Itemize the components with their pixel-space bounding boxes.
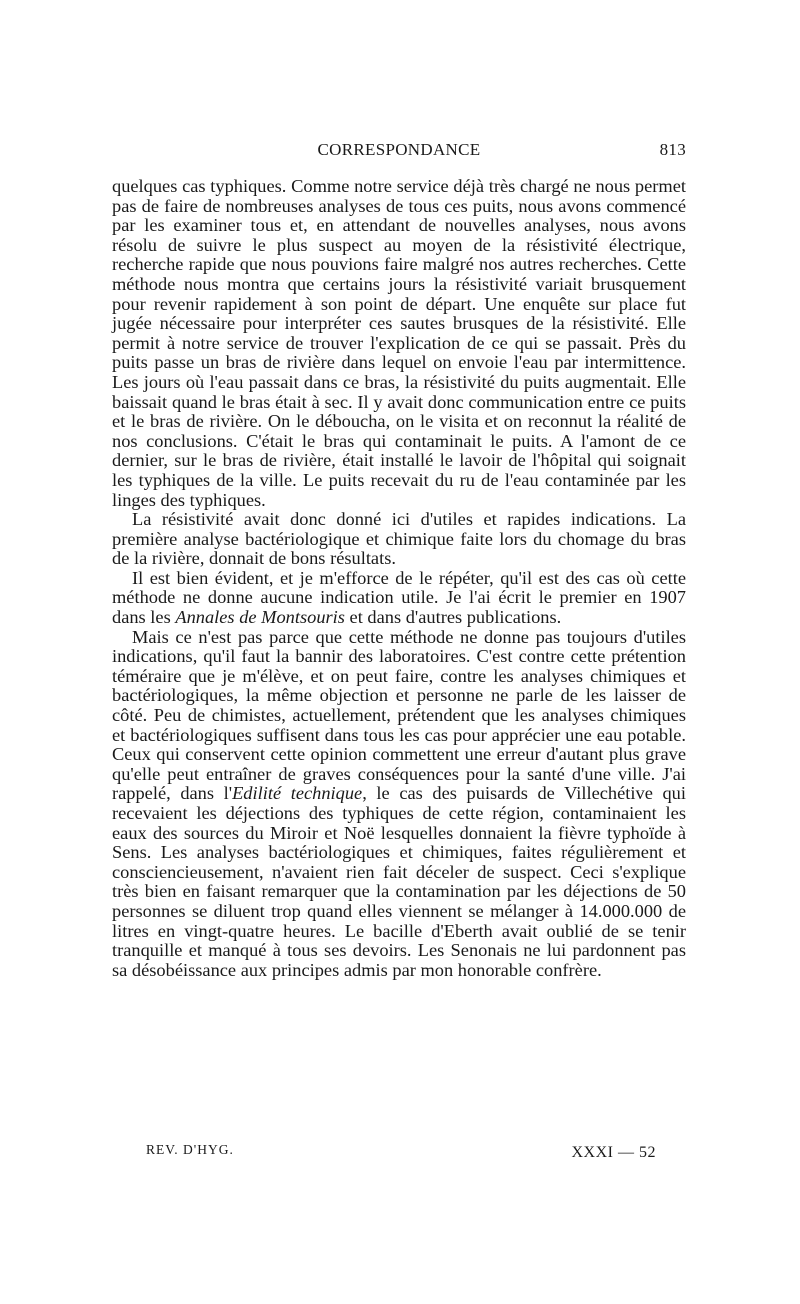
paragraph-3	[112, 569, 686, 628]
paragraph-4-text-b: , le cas des puisards de Villechétive qui recevaient les déjections des typhiques de cette région, contaminaient les eaux des sources du Miroir et Noë lesquelles donnaient la fièvre typhoïde à Sens. Les analyses bactériologiques et chimiques, faites régulièrement et consciencieusement, n'avaient rien fait déceler de suspect. Ceci s'explique très bien en faisant remarquer que la contamination par les déjections de 50 personnes se diluent trop quand elles viennent se mélanger à 14.000.000 de litres en vingt-quatre heures. Le bacille d'Eberth avait oublié de se tenir tranquille et manqué à tous ses devoirs. Les Senonais ne lui pardonnent pas sa désobéissance aux principes admis par mon honorable confrère.	[112, 783, 686, 980]
running-head	[112, 140, 686, 162]
page-number: 813	[659, 140, 686, 159]
paragraph-1: quelques cas typhiques. Comme notre service déjà très chargé ne nous permet pas de faire de nombreuses analyses de tous ces puits, nous avons commencé par les examiner tous et, en attendant de nouvelles analyses, nous avons résolu de suivre le plus suspect au moyen de la résistivité électrique, recherche rapide que nous pouvions faire malgré nos autres recherches. Cette méthode nous montra que certains jours la résistivité variait brusquement pour revenir rapidement à son point de départ. Une enquête sur place fut jugée nécessaire pour interpréter ces sautes brusques de la résistivité. Elle permit à notre service de trouver l'explication de ce qui se passait. Près du puits passe un bras de rivière dans lequel on envoie l'eau par intermittence. Les jours où l'eau passait dans ce bras, la résistivité du puits augmentait. Elle baissait quand le bras était à sec. Il y avait donc communication entre ce puits et le bras de rivière. On le déboucha, on le visita et on reconnut la réalité de nos conclusions. C'était le bras qui contaminait le puits. A l'amont de ce dernier, sur le bras de rivière, était installé le lavoir de l'hôpital qui soignait les typhiques de la ville. Le puits recevait du ru de l'eau contaminée par les linges des typhiques.	[112, 176, 686, 510]
paragraph-3-text-b: et dans d'autres publications.	[344, 607, 562, 628]
paragraph-4	[112, 628, 686, 981]
page-footer	[146, 1142, 656, 1166]
paragraph-3-text-a: Il est bien évident, et je m'efforce de le répéter, qu'il est des cas où cette méthode ne donne aucune indication utile. Je l'ai écrit le premier en 1907 dans les	[112, 567, 686, 628]
journal-signature: REV. D'HYG.	[146, 1142, 234, 1157]
paragraph-4-text-a: Mais ce n'est pas parce que cette méthode ne donne pas toujours d'utiles indications, qu'il faut la bannir des laboratoires. C'est contre cette prétention téméraire que je m'élève, et on peut faire, contre les analyses chimiques et bactériologiques, la même objection et personne ne parle de les laisser de côté. Peu de chimistes, actuellement, prétendent que les analyses chimiques et bactériologiques suffisent dans tous les cas pour apprécier une eau potable. Ceux qui conservent cette opinion commettent une erreur d'autant plus grave qu'elle peut entraîner de graves conséquences pour la santé d'une ville. J'ai rappelé, dans l'	[112, 626, 686, 804]
page-title: CORRESPONDANCE	[317, 140, 481, 159]
volume-signature: XXXI — 52	[571, 1144, 656, 1161]
journal-title-annales: Annales de Montsouris	[175, 607, 345, 628]
body-text	[112, 177, 686, 980]
journal-title-edilite: Edilité technique	[232, 783, 363, 804]
paragraph-2: La résistivité avait donc donné ici d'utiles et rapides indications. La première analyse bactériologique et chimique faite lors du chomage du bras de la rivière, donnait de bons résultats.	[112, 509, 686, 569]
